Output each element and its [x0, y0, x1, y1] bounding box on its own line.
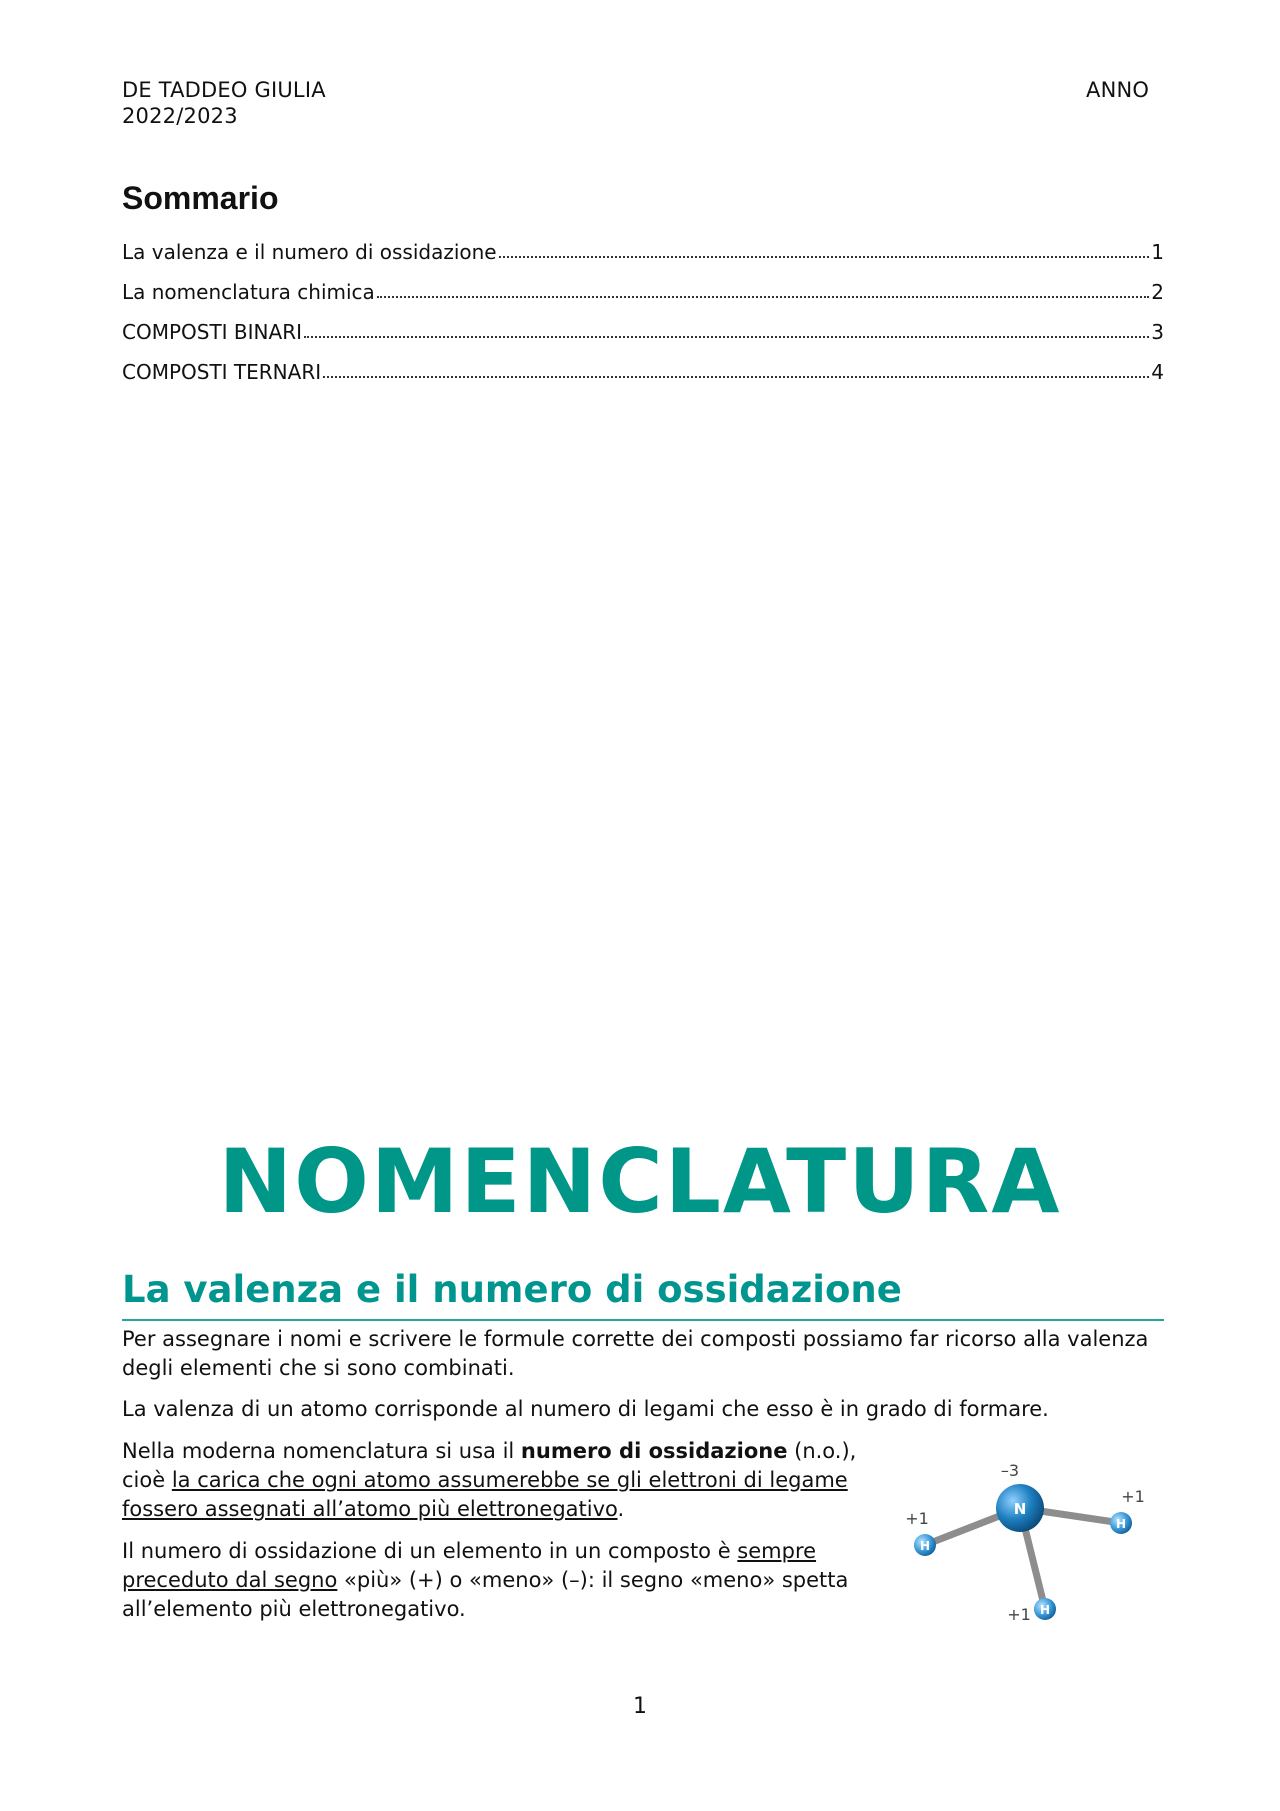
- toc-entry[interactable]: [122, 274, 1164, 304]
- hydrogen-symbol: H: [919, 1539, 931, 1553]
- page-number: 1: [633, 1694, 647, 1719]
- toc-entry-label: La nomenclatura chimica: [122, 280, 375, 304]
- text: (n.o.), cioè: [122, 1439, 857, 1492]
- paragraph-intro: Per assegnare i nomi e scrivere le formule corrette dei composti possiamo far ricorso alla valenza degli elementi che si sono combinati.: [122, 1327, 1149, 1380]
- nitrogen-symbol: N: [1013, 1500, 1027, 1518]
- toc-leader-dots: [323, 376, 1149, 378]
- paragraph-oxidation-number: [122, 1437, 882, 1524]
- text: «più» (+) o «meno» (–): il segno «meno» spetta all’elemento più elettronegativo.: [122, 1568, 849, 1621]
- nitrogen-charge: –3: [1000, 1461, 1020, 1480]
- toc-entry[interactable]: [122, 354, 1164, 384]
- toc-entry[interactable]: [122, 234, 1164, 264]
- underlined-phrase: sempre preceduto dal segno: [122, 1539, 817, 1592]
- text: Nella moderna nomenclatura si usa il: [122, 1439, 521, 1463]
- section-heading: La valenza e il numero di ossidazione: [122, 1268, 902, 1311]
- paragraph-sign-rule: [122, 1537, 862, 1624]
- hydrogen-symbol: H: [1039, 1603, 1051, 1617]
- toc-entry-page: 2: [1151, 280, 1164, 304]
- header-anno-label: ANNO: [1086, 78, 1150, 102]
- toc-entry-label: COMPOSTI BINARI: [122, 320, 302, 344]
- toc-title: Sommario: [122, 180, 279, 216]
- toc-leader-dots: [499, 256, 1150, 258]
- hydrogen-symbol: H: [1115, 1517, 1127, 1531]
- toc-entry-page: 1: [1151, 240, 1164, 264]
- header-year: 2022/2023: [122, 104, 238, 128]
- underlined-definition: la carica che ogni atomo assumerebbe se gli elettroni di legame fossero assegnati all’atomo più elettronegativo: [122, 1468, 848, 1521]
- toc-entry-page: 3: [1151, 320, 1164, 344]
- toc-entry-label: COMPOSTI TERNARI: [122, 360, 322, 384]
- main-title: NOMENCLATURA: [218, 1130, 1062, 1233]
- bold-term: numero di ossidazione: [520, 1439, 788, 1463]
- toc-leader-dots: [377, 296, 1149, 298]
- text: .: [617, 1497, 625, 1521]
- ammonia-molecule-illustration: [895, 1460, 1175, 1630]
- toc-entry-label: La valenza e il numero di ossidazione: [122, 240, 497, 264]
- paragraph-valence: La valenza di un atomo corrisponde al numero di legami che esso è in grado di formare.: [122, 1397, 1049, 1421]
- toc-entry-page: 4: [1151, 360, 1164, 384]
- section-divider: [122, 1319, 1164, 1321]
- header-author: DE TADDEO GIULIA: [122, 78, 326, 102]
- toc-leader-dots: [304, 336, 1149, 338]
- hydrogen-left-charge: +1: [905, 1509, 929, 1528]
- hydrogen-right-charge: +1: [1121, 1487, 1145, 1506]
- text: Il numero di ossidazione di un elemento in un composto è: [122, 1539, 738, 1563]
- toc-entry[interactable]: [122, 314, 1164, 344]
- hydrogen-bottom-charge: +1: [1007, 1605, 1031, 1624]
